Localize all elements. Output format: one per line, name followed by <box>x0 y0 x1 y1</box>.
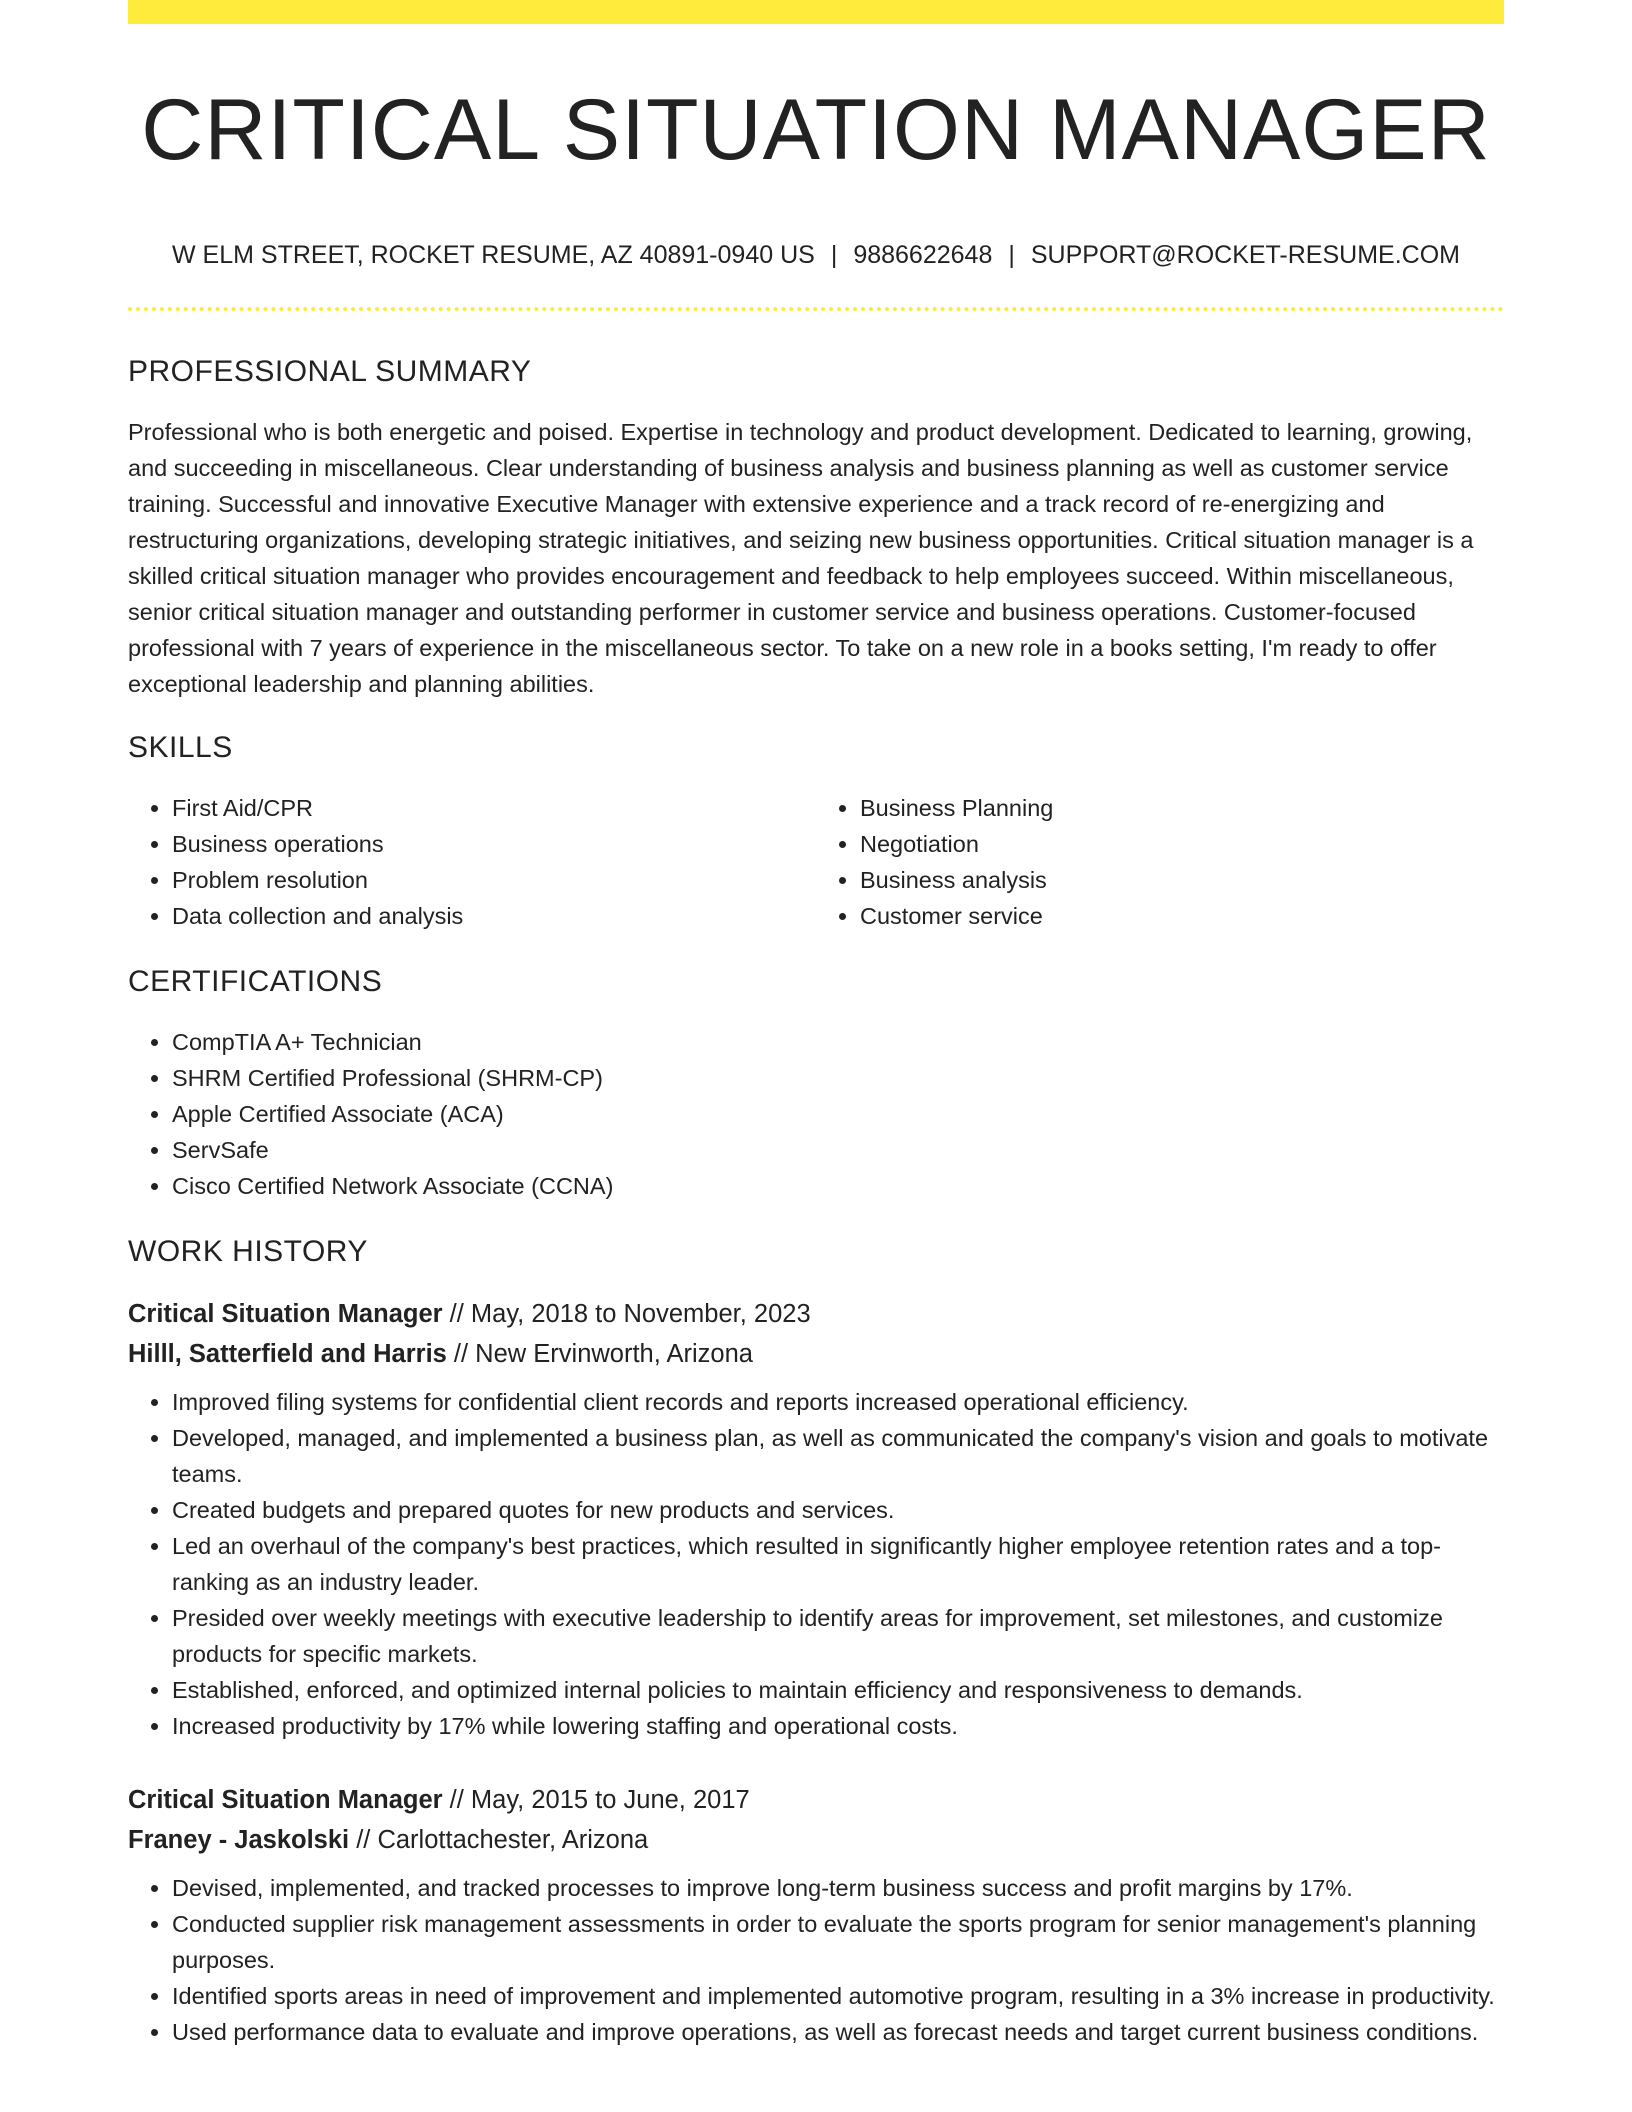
dotted-divider <box>128 307 1504 311</box>
job-title-line <box>128 1294 1504 1334</box>
job-bullet: • Conducted supplier risk management assessments in order to evaluate the sports program for senior management's planning purposes. <box>172 1906 1504 1978</box>
job-bullet: • Improved filing systems for confidential client records and reports increased operational efficiency. <box>172 1384 1504 1420</box>
job-title-line <box>128 1780 1504 1820</box>
skills-right-list <box>816 790 1504 934</box>
job-bullet: • Increased productivity by 17% while lowering staffing and operational costs. <box>172 1708 1504 1744</box>
job-company-line <box>128 1334 1504 1374</box>
contact-line <box>128 237 1504 273</box>
skill-item: • Business analysis <box>860 862 1504 898</box>
job-company-line <box>128 1820 1504 1860</box>
certification-item: • SHRM Certified Professional (SHRM-CP) <box>172 1060 1504 1096</box>
header-accent-bar <box>128 0 1504 24</box>
skill-item: • Data collection and analysis <box>172 898 816 934</box>
certification-item: • ServSafe <box>172 1132 1504 1168</box>
skill-item: • Business Planning <box>860 790 1504 826</box>
job-entry <box>128 1294 1504 1744</box>
skill-item: • Problem resolution <box>172 862 816 898</box>
contact-separator: | <box>830 241 838 269</box>
contact-phone: 9886622648 <box>853 241 993 269</box>
skills-columns <box>128 790 1504 934</box>
job-bullet-list <box>128 1870 1504 2050</box>
job-location: // New Ervinworth, Arizona <box>446 1340 753 1368</box>
certification-item: • Cisco Certified Network Associate (CCNA) <box>172 1168 1504 1204</box>
job-dates: // May, 2018 to November, 2023 <box>442 1300 811 1328</box>
job-bullet: • Used performance data to evaluate and improve operations, as well as forecast needs and target current business conditions. <box>172 2014 1504 2050</box>
resume-name: CRITICAL SITUATION MANAGER <box>141 82 1491 178</box>
contact-address: W ELM STREET, ROCKET RESUME, AZ 40891-0940 US <box>172 241 815 269</box>
skill-item: • Business operations <box>172 826 816 862</box>
work-history-heading: WORK HISTORY <box>128 1235 368 1268</box>
job-location: // Carlottachester, Arizona <box>349 1826 649 1854</box>
job-bullet: • Led an overhaul of the company's best practices, which resulted in significantly higher employee retention rates and a top-ranking as an industry leader. <box>172 1528 1504 1600</box>
job-title: Critical Situation Manager <box>128 1300 443 1328</box>
certification-item: • Apple Certified Associate (ACA) <box>172 1096 1504 1132</box>
skills-heading: SKILLS <box>128 731 233 764</box>
job-company: Franey - Jaskolski <box>128 1826 350 1854</box>
summary-text: Professional who is both energetic and poised. Expertise in technology and product development. Dedicated to learning, growing, and succeeding in miscellaneous. Clear understanding of business analysis and business planning as well as customer service training. Successful and innovative Executive Manager with extensive experience and a track record of re-energizing and restructuring organizations, developing strategic initiatives, and seizing new business opportunities. Critical situation manager is a skilled critical situation manager who provides encouragement and feedback to help employees succeed. Within miscellaneous, senior critical situation manager and outstanding performer in customer service and business operations. Customer-focused professional with 7 years of experience in the miscellaneous sector. To take on a new role in a books setting, I'm ready to offer exceptional leadership and planning abilities. <box>128 419 1474 697</box>
job-bullet: • Identified sports areas in need of improvement and implemented automotive program, resulting in a 3% increase in productivity. <box>172 1978 1504 2014</box>
job-title: Critical Situation Manager <box>128 1786 443 1814</box>
job-company: Hilll, Satterfield and Harris <box>128 1340 447 1368</box>
contact-email: SUPPORT@ROCKET-RESUME.COM <box>1030 241 1460 269</box>
skill-item: • Customer service <box>860 898 1504 934</box>
job-dates: // May, 2015 to June, 2017 <box>442 1786 750 1814</box>
skill-item: • First Aid/CPR <box>172 790 816 826</box>
certifications-heading: CERTIFICATIONS <box>128 965 383 998</box>
summary-heading: PROFESSIONAL SUMMARY <box>128 355 532 388</box>
contact-separator: | <box>1008 241 1015 269</box>
job-bullet-list <box>128 1384 1504 1744</box>
job-bullet: • Created budgets and prepared quotes for new products and services. <box>172 1492 1504 1528</box>
job-bullet: • Established, enforced, and optimized internal policies to maintain efficiency and responsiveness to demands. <box>172 1672 1504 1708</box>
certification-item: • CompTIA A+ Technician <box>172 1024 1504 1060</box>
skills-left-list <box>128 790 816 934</box>
certifications-list <box>128 1024 1504 1204</box>
job-bullet: • Devised, implemented, and tracked processes to improve long-term business success and profit margins by 17%. <box>172 1870 1504 1906</box>
resume-content <box>128 352 1504 2086</box>
job-bullet: • Presided over weekly meetings with executive leadership to identify areas for improvement, set milestones, and customize products for specific markets. <box>172 1600 1504 1672</box>
skill-item: • Negotiation <box>860 826 1504 862</box>
job-bullet: • Developed, managed, and implemented a business plan, as well as communicated the company's vision and goals to motivate teams. <box>172 1420 1504 1492</box>
job-entry <box>128 1780 1504 2050</box>
